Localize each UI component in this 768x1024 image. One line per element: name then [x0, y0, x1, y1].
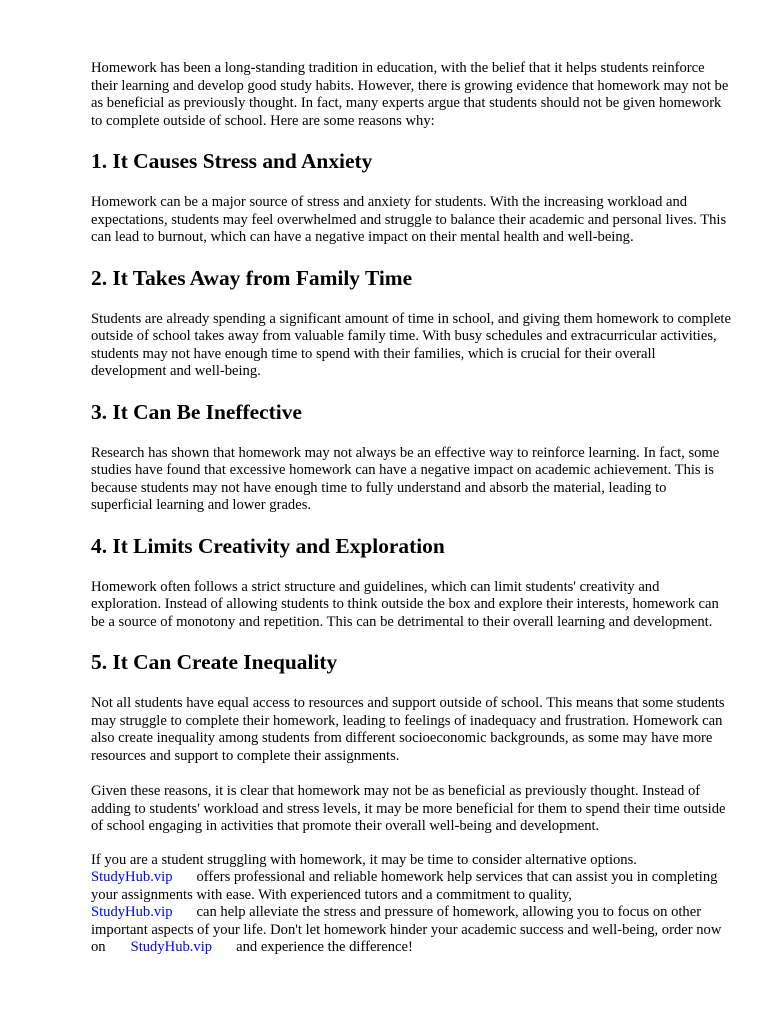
cta-text-3: can help alleviate the stress and pressure of homework, allowing you to focus on other important aspects of your life. Don't let homework hinder your academic success and well-being, order now on	[91, 904, 722, 955]
section-body-ineffective: Research has shown that homework may not always be an effective way to reinforce learning. In fact, some studies have found that excessive homework can have a negative impact on academic achievement. This is because students may not have enough time to fully understand and absorb the material, leading to superficial learning and lower grades.	[91, 444, 720, 513]
studyhub-link-2[interactable]: StudyHub.vip	[91, 904, 173, 920]
section-body-family-time: Students are already spending a significant amount of time in school, and giving them homework to complete outside of school takes away from valuable family time. With busy schedules and extracurricular activities, students may not have enough time to spend with their families, which is crucial for their overall development and well-being.	[91, 310, 731, 379]
document-page	[91, 60, 731, 957]
intro-paragraph: Homework has been a long-standing tradition in education, with the belief that it helps students reinforce their learning and develop good study habits. However, there is growing evidence that homework may not be as beneficial as previously thought. In fact, many experts argue that students should not be given homework to complete outside of school. Here are some reasons why:	[91, 60, 729, 129]
conclusion-paragraph: Given these reasons, it is clear that homework may not be as beneficial as previously thought. Instead of adding to students' workload and stress levels, it may be more beneficial for them to spend their time outside of school engaging in activities that promote their overall well-being and development.	[91, 783, 726, 834]
section-body-inequality: Not all students have equal access to resources and support outside of school. This means that some students may struggle to complete their homework, leading to feelings of inadequacy and frustration. Homework can also create inequality among students from different socioeconomic backgrounds, as some may have more resources and support to complete their assignments.	[91, 695, 725, 764]
cta-text-2: offers professional and reliable homework help services that can assist you in completing your assignments with ease. With experienced tutors and a commitment to quality,	[91, 869, 718, 903]
section-body-creativity: Homework often follows a strict structure and guidelines, which can limit students' creativity and exploration. Instead of allowing students to think outside the box and explore their interests, homework can be a source of monotony and repetition. This can be detrimental to their overall learning and development.	[91, 578, 719, 630]
cta-text-1: If you are a student struggling with homework, it may be time to consider alternative options.	[91, 851, 637, 868]
studyhub-link-3[interactable]: StudyHub.vip	[130, 939, 213, 955]
section-heading-family-time: 2. It Takes Away from Family Time	[91, 265, 413, 290]
cta-paragraph	[91, 852, 731, 957]
section-heading-inequality: 5. It Can Create Inequality	[91, 650, 338, 674]
section-heading-stress: 1. It Causes Stress and Anxiety	[91, 149, 373, 173]
section-heading-creativity: 4. It Limits Creativity and Exploration	[91, 533, 445, 558]
section-heading-ineffective: 3. It Can Be Ineffective	[91, 399, 302, 424]
cta-text-4: and experience the difference!	[236, 939, 413, 955]
section-body-stress: Homework can be a major source of stress and anxiety for students. With the increasing workload and expectations, students may feel overwhelmed and struggle to balance their academic and personal lives. This can lead to burnout, which can have a negative impact on their mental health and well-being.	[91, 194, 727, 245]
studyhub-link-1[interactable]: StudyHub.vip	[91, 869, 173, 885]
